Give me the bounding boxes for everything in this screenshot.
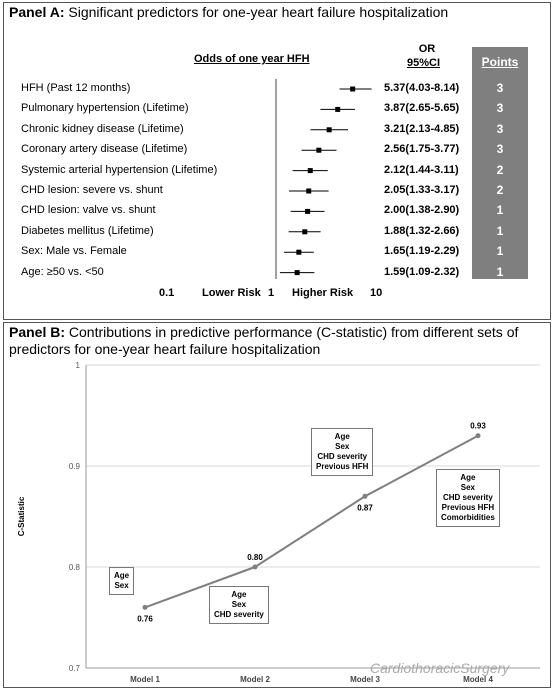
or-marker — [308, 168, 313, 173]
or-marker — [316, 148, 321, 153]
annotation-line: Age — [460, 473, 476, 482]
annotation-line: Age — [334, 432, 350, 441]
or-value: 2.05(1.33-3.17) — [384, 184, 460, 196]
or-marker — [295, 270, 300, 275]
points-value: 3 — [496, 142, 504, 157]
x-tick-0-1: 0.1 — [159, 287, 175, 299]
y-tick-label: 0.8 — [68, 563, 80, 572]
y-axis-label: C-Statistic — [17, 496, 26, 537]
annotation-line: Sex — [231, 600, 247, 609]
annotation-line: CHD severity — [214, 610, 264, 619]
data-label: 0.93 — [470, 421, 486, 431]
predictor-label: CHD lesion: severe vs. shunt — [21, 184, 163, 196]
x-tick-label: Model 3 — [350, 675, 380, 684]
data-label: 0.87 — [357, 503, 373, 513]
model-annotation-box — [109, 567, 134, 595]
or-header: OR — [418, 43, 436, 55]
panel-b-label: Panel B: — [9, 324, 66, 340]
higher-risk-label: Higher Risk — [292, 287, 354, 299]
or-value: 1.59(1.09-2.32) — [384, 265, 460, 278]
or-marker — [327, 127, 332, 132]
or-marker — [305, 209, 310, 214]
or-marker — [350, 87, 355, 92]
data-point — [363, 494, 368, 499]
or-value: 2.56(1.75-3.77) — [384, 143, 460, 156]
or-marker — [335, 107, 340, 112]
predictor-label: HFH (Past 12 months) — [21, 82, 131, 94]
x-tick-label: Model 1 — [130, 675, 160, 684]
or-value: 5.37(4.03-8.14) — [384, 82, 460, 94]
points-value: 3 — [496, 81, 504, 95]
points-value: 2 — [496, 162, 504, 177]
odds-header: Odds of one year HFH — [194, 53, 310, 65]
predictor-label: Age: ≥50 vs. <50 — [21, 265, 104, 278]
annotation-line: Previous HFH — [441, 503, 495, 512]
model-annotation-box — [436, 469, 500, 527]
data-point — [476, 433, 481, 438]
annotation-line: Previous HFH — [316, 462, 369, 471]
points-value: 2 — [496, 183, 504, 197]
points-value: 1 — [496, 203, 504, 218]
points-value: 1 — [496, 244, 504, 259]
predictor-label: Diabetes mellitus (Lifetime) — [21, 224, 154, 237]
points-value: 3 — [496, 121, 504, 136]
x-tick-label: Model 2 — [240, 675, 270, 684]
points-header: Points — [481, 55, 519, 69]
x-tick-1: 1 — [268, 287, 275, 299]
lower-risk-label: Lower Risk — [202, 287, 261, 299]
annotation-line: Sex — [114, 581, 129, 590]
predictor-label: Chronic kidney disease (Lifetime) — [21, 122, 184, 135]
predictor-label: Systemic arterial hypertension (Lifetime) — [21, 163, 218, 176]
or-value: 2.00(1.38-2.90) — [384, 204, 460, 217]
y-tick-label: 1 — [75, 361, 80, 370]
panel-b-title-text: Contributions in predictive performance (C-statistic) from different sets of predictors for one-year heart failure hospitalization — [9, 324, 519, 357]
y-tick-label: 0.7 — [68, 664, 80, 673]
x-tick-label: Model 4 — [463, 675, 493, 684]
data-point — [143, 605, 148, 610]
or-value: 3.87(2.65-5.65) — [384, 102, 460, 115]
predictor-label: Coronary artery disease (Lifetime) — [21, 143, 188, 156]
annotation-line: CHD severity — [442, 493, 493, 502]
points-value: 1 — [496, 264, 504, 279]
ci-header: 95%CI — [407, 57, 441, 69]
data-point — [253, 565, 258, 570]
points-value: 3 — [496, 101, 504, 116]
data-label: 0.80 — [247, 553, 263, 562]
annotation-line: Age — [231, 590, 247, 599]
or-value: 1.88(1.32-2.66) — [384, 224, 460, 237]
annotation-line: Sex — [335, 442, 350, 451]
panel-b — [3, 322, 551, 688]
or-value: 3.21(2.13-4.85) — [384, 122, 460, 135]
points-value: 1 — [496, 223, 504, 238]
y-tick-label: 0.9 — [68, 462, 80, 471]
predictor-label: Sex: Male vs. Female — [21, 245, 127, 258]
x-tick-10: 10 — [370, 287, 383, 299]
model-annotation-box — [311, 428, 373, 476]
annotation-line: Comorbidities — [441, 513, 495, 522]
annotation-line: Sex — [460, 483, 475, 492]
watermark: CardiothoracicSurgery — [370, 660, 510, 676]
data-label: 0.76 — [137, 614, 153, 624]
or-marker — [296, 250, 301, 255]
or-value: 2.12(1.44-3.11) — [384, 163, 459, 176]
or-value: 1.65(1.19-2.29) — [384, 245, 460, 258]
panel-a — [3, 2, 551, 320]
annotation-line: CHD severity — [317, 452, 368, 461]
panel-a-title-text: Significant predictors for one-year heart failure hospitalization — [68, 4, 449, 20]
or-marker — [302, 229, 307, 234]
model-annotation-box — [209, 586, 269, 624]
annotation-line: Age — [114, 571, 130, 580]
or-marker — [306, 189, 311, 194]
panel-a-label: Panel A: — [9, 4, 65, 20]
predictor-label: CHD lesion: valve vs. shunt — [21, 204, 156, 217]
predictor-label: Pulmonary hypertension (Lifetime) — [21, 102, 189, 115]
